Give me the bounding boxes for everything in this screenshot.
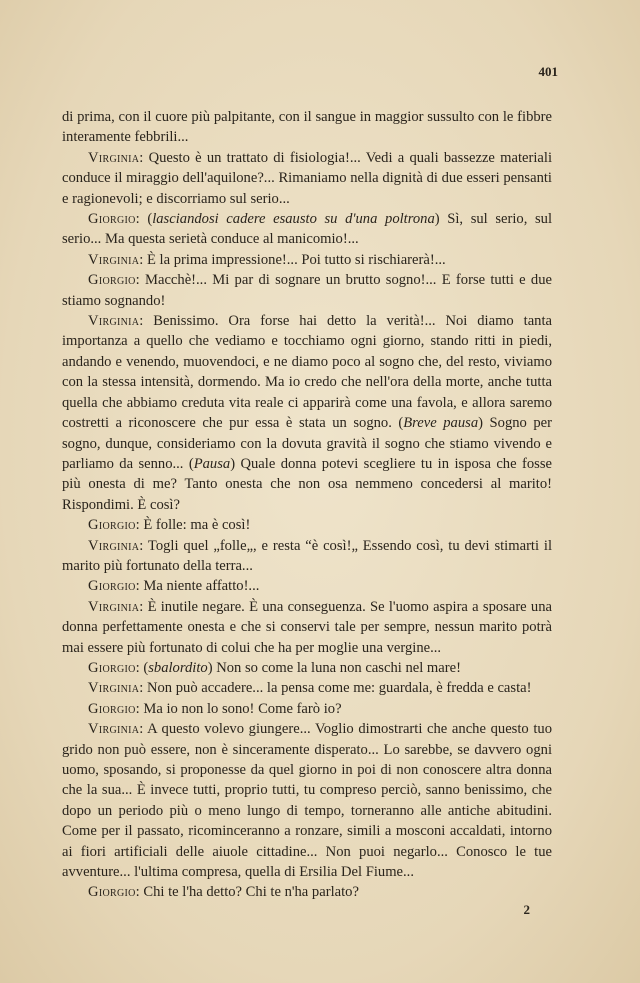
signature-mark: 2 (523, 902, 530, 917)
page-number: 401 (538, 64, 558, 79)
line-text: ) Sì, sul serio, sul serio... Ma questa serietà conduce al manicomio!... (62, 211, 553, 248)
stage-direction: lasciandosi cadere esausto su d'una poltrona (152, 211, 435, 228)
speaker-name: Giorgio (88, 659, 136, 676)
dialogue-line: Giorgio: È folle: ma è così! (88, 517, 251, 534)
line-text: ( (147, 211, 153, 228)
line-text: È folle: ma è così! (143, 517, 251, 534)
line-text: Non può accadere... la pensa come me: guardala, è fredda e casta! (146, 680, 532, 697)
line-text: Togli quel „folle„, e resta “è così!„ Essendo così, tu devi stimarti il marito più fortunato della terra... (62, 537, 552, 574)
line-text: Ma niente affatto!... (143, 578, 260, 595)
line-text: ( (143, 659, 149, 676)
speaker-name: Virginia (88, 149, 140, 166)
continuation-paragraph (62, 107, 552, 148)
speaker-name: Virginia (88, 598, 140, 615)
dialogue-line: Giorgio: (lasciandosi cadere esausto su d'una poltrona) Sì, sul serio, sul serio... Ma questa serietà conduce al manicomio!... (62, 211, 553, 248)
speaker-name: Virginia (88, 721, 140, 738)
dialogue-line: Giorgio: (sbalordito) Non so come la luna non caschi nel mare! (88, 659, 461, 676)
line-text: Ma io non lo sono! Come farò io? (143, 700, 342, 717)
speaker-name: Giorgio (88, 211, 136, 228)
speaker-name: Giorgio (88, 884, 136, 901)
dialogue-line: Giorgio: Ma io non lo sono! Come farò io? (88, 700, 342, 717)
speaker-name: Giorgio (88, 272, 136, 289)
dialogue-line: Giorgio: Chi te l'ha detto? Chi te n'ha parlato? (88, 884, 359, 901)
dialogue-line: Virginia: Non può accadere... la pensa come me: guardala, è fredda e casta! (88, 680, 532, 697)
speaker-name: Virginia (88, 251, 140, 268)
dialogue-line: Virginia: Togli quel „folle„, e resta “è così!„ Essendo così, tu devi stimarti il marito più fortunato della terra... (62, 537, 552, 574)
line-text: Chi te l'ha detto? Chi te n'ha parlato? (143, 884, 359, 901)
stage-direction: Pausa (193, 455, 231, 472)
dialogue-line: Virginia: Benissimo. Ora forse hai detto la verità!... Noi diamo tanta importanza a quello che vediamo e tocchiamo ogni giorno, stando ritti in piedi, andando e venendo, muovendoci, e ne diamo poco al sogno che, del resto, viviamo con la stessa intensità, dormendo. Ma io credo che nell'ora della morte, anche tutta quella che abbiamo creduta vita reale ci apparirà come una favola, e allora saremo costretti a riconoscere che pur essa è stata un sogno. (Breve pausa) Sogno per sogno, dunque, consideriamo con la dovuta gravità il sogno che stiamo vivendo e parliamo da senno... (Pausa) Quale donna potevi scegliere tu in isposa che fosse più onesta di me? Tanto onesta che non osa nemmeno concedersi al marito! Rispondimi. È così? (62, 313, 552, 513)
line-text: È la prima impressione!... Poi tutto si rischiarerà!... (146, 251, 446, 268)
speaker-name: Virginia (88, 537, 140, 554)
dialogue-line: Giorgio: Ma niente affatto!... (88, 578, 260, 595)
line-text: ) Quale donna potevi scegliere tu in isposa che fosse più onesta di me? Tanto onesta che non osa nemmeno concedersi al marito! Rispondimi. È così? (62, 455, 552, 513)
speaker-name: Giorgio (88, 700, 136, 717)
line-text: Macchè!... Mi par di sognare un brutto sogno!... E forse tutti e due stiamo sognando! (62, 272, 553, 309)
dialogue-line: Virginia: È inutile negare. È una conseguenza. Se l'uomo aspira a sposare una donna perfettamente onesta e che si conservi tale per sempre, nessun marito potrà mai essere più fortunato di colui che ha per moglie una vergine... (62, 598, 552, 656)
speaker-name: Giorgio (88, 517, 136, 534)
line-text: È inutile negare. È una conseguenza. Se l'uomo aspira a sposare una donna perfettamente onesta e che si conservi tale per sempre, nessun marito potrà mai essere più fortunato di colui che ha per moglie una vergine... (62, 598, 552, 656)
body-text (62, 107, 552, 903)
stage-direction: sbalordito (148, 659, 208, 676)
line-text: di prima, con il cuore più palpitante, con il sangue in maggior sussulto con le fibbre interamente febbrili... (62, 109, 552, 146)
line-text: ) Non so come la luna non caschi nel mare! (207, 659, 461, 676)
dialogue-line: Virginia: Questo è un trattato di fisiologia!... Vedi a quali bassezze materiali conduce il miraggio dell'aquilone?... Rimaniamo nella dignità di due esseri pensanti e ragionevoli; e discorriamo sul serio... (62, 149, 553, 207)
speaker-name: Virginia (88, 313, 140, 330)
speaker-name: Virginia (88, 680, 140, 697)
line-text: Questo è un trattato di fisiologia!... Vedi a quali bassezze materiali conduce il miraggio dell'aquilone?... Rimaniamo nella dignità di due esseri pensanti e ragionevoli; e discorriamo sul serio... (62, 149, 553, 207)
dialogue-line: Giorgio: Macchè!... Mi par di sognare un brutto sogno!... E forse tutti e due stiamo sognando! (62, 272, 553, 309)
line-text: ) Sogno per sogno, dunque, consideriamo con la dovuta gravità il sogno che stiamo vivendo e parliamo da senno... ( (62, 415, 552, 472)
line-text: Benissimo. Ora forse hai detto la verità!... Noi diamo tanta importanza a quello che vediamo e tocchiamo ogni giorno, stando ritti in piedi, andando e venendo, muovendoci, e ne diamo poco al sogno che, del resto, viviamo con la stessa intensità, dormendo. Ma io credo che nell'ora della morte, anche tutta quella che abbiamo creduta vita reale ci apparirà come una favola, e allora saremo costretti a riconoscere che pur essa è stata un sogno. ( (62, 313, 552, 432)
dialogue-line: Virginia: A questo volevo giungere... Voglio dimostrarti che anche questo tuo grido non può essere, non è sinceramente disperato... Lo sarebbe, se davvero ogni uomo, sposando, si proponesse da quel giorno in poi di non conoscere altra donna che la sua... È invece tutti, proprio tutti, tu compreso perciò, sanno benissimo, che dopo un periodo più o meno lungo di tempo, torneranno alle antiche abitudini. Come per il passato, ricominceranno a ronzare, simili a mosconi accaldati, intorno ai fiori artificiali delle aiuole cittadine... Non puoi negarlo... Conosco le tue avventure... l'ultima compresa, quella di Ersilia Del Fiume... (62, 721, 552, 881)
line-text: A questo volevo giungere... Voglio dimostrarti che anche questo tuo grido non può essere, non è sinceramente disperato... Lo sarebbe, se davvero ogni uomo, sposando, si proponesse da quel giorno in poi di non conoscere altra donna che la sua... È invece tutti, proprio tutti, tu compreso perciò, sanno benissimo, che dopo un periodo più o meno lungo di tempo, torneranno alle antiche abitudini. Come per il passato, ricominceranno a ronzare, simili a mosconi accaldati, intorno ai fiori artificiali delle aiuole cittadine... Non puoi negarlo... Conosco le tue avventure... l'ultima compresa, quella di Ersilia Del Fiume... (62, 721, 552, 881)
speaker-name: Giorgio (88, 578, 136, 595)
stage-direction: Breve pausa (403, 415, 479, 432)
dialogue-line: Virginia: È la prima impressione!... Poi tutto si rischiarerà!... (88, 251, 446, 268)
